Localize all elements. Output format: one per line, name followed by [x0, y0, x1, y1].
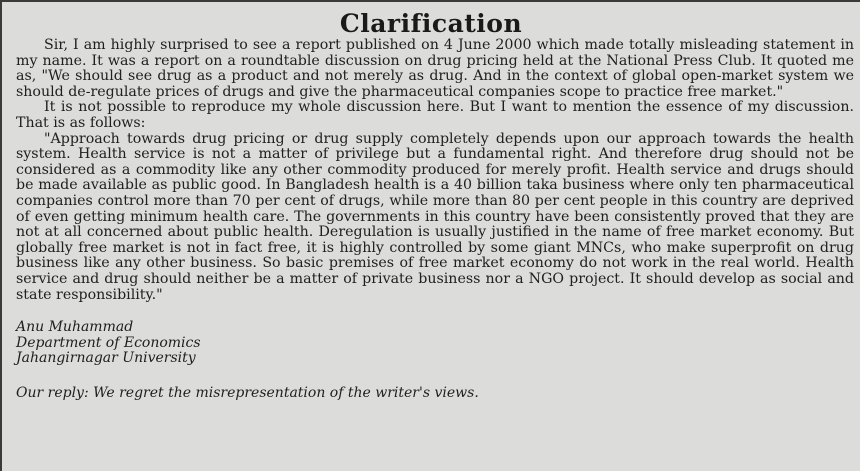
- letter-paragraph-2: It is not possible to reproduce my whole discussion here. But I want to mention the essence of my discussion. That is as follows:: [16, 99, 854, 131]
- signature-department: Department of Economics: [16, 334, 201, 351]
- article-title: Clarification: [339, 9, 523, 38]
- editor-reply: Our reply: We regret the misrepresentation of the writer's views.: [16, 384, 479, 401]
- letter-paragraph-1: Sir, I am highly surprised to see a report published on 4 June 2000 which made totally misleading statement in my name. It was a report on a roundtable discussion on drug pricing held at the National Press Club. It quoted me as, "We should see drug as a product and not merely as drug. And in the context of global open-market system we should de-regulate prices of drugs and give the pharmaceutical companies scope to practice free market.": [16, 37, 854, 100]
- signature-block: [16, 320, 854, 367]
- quoted-discussion: "Approach towards drug pricing or drug supply completely depends upon our approach towards the health system. Health service is not a matter of privilege but a fundamental right. And therefore drug should not be considered as a commodity like any other commodity produced for merely profit. Health service and drugs should be made available as public good. In Bangladesh health is a 40 billion taka business where only ten pharmaceutical companies control more than 70 per cent of drugs, while more than 80 per cent people in this country are deprived of even getting minimum health care. The governments in this country have been consistently proved that they are not at all concerned about public health. Deregulation is usually justified in the name of free market economy. But globally free market is not in fact free, it is highly controlled by some giant MNCs, who make superprofit on drug business like any other business. So basic premises of free market economy do not work in the real world. Health service and drug should neither be a matter of private business nor a NGO project. It should develop as social and state responsibility.": [16, 130, 854, 303]
- signature-university: Jahangirnagar University: [16, 350, 196, 367]
- signature-name: Anu Muhammad: [16, 319, 134, 336]
- letter-body: [2, 38, 860, 401]
